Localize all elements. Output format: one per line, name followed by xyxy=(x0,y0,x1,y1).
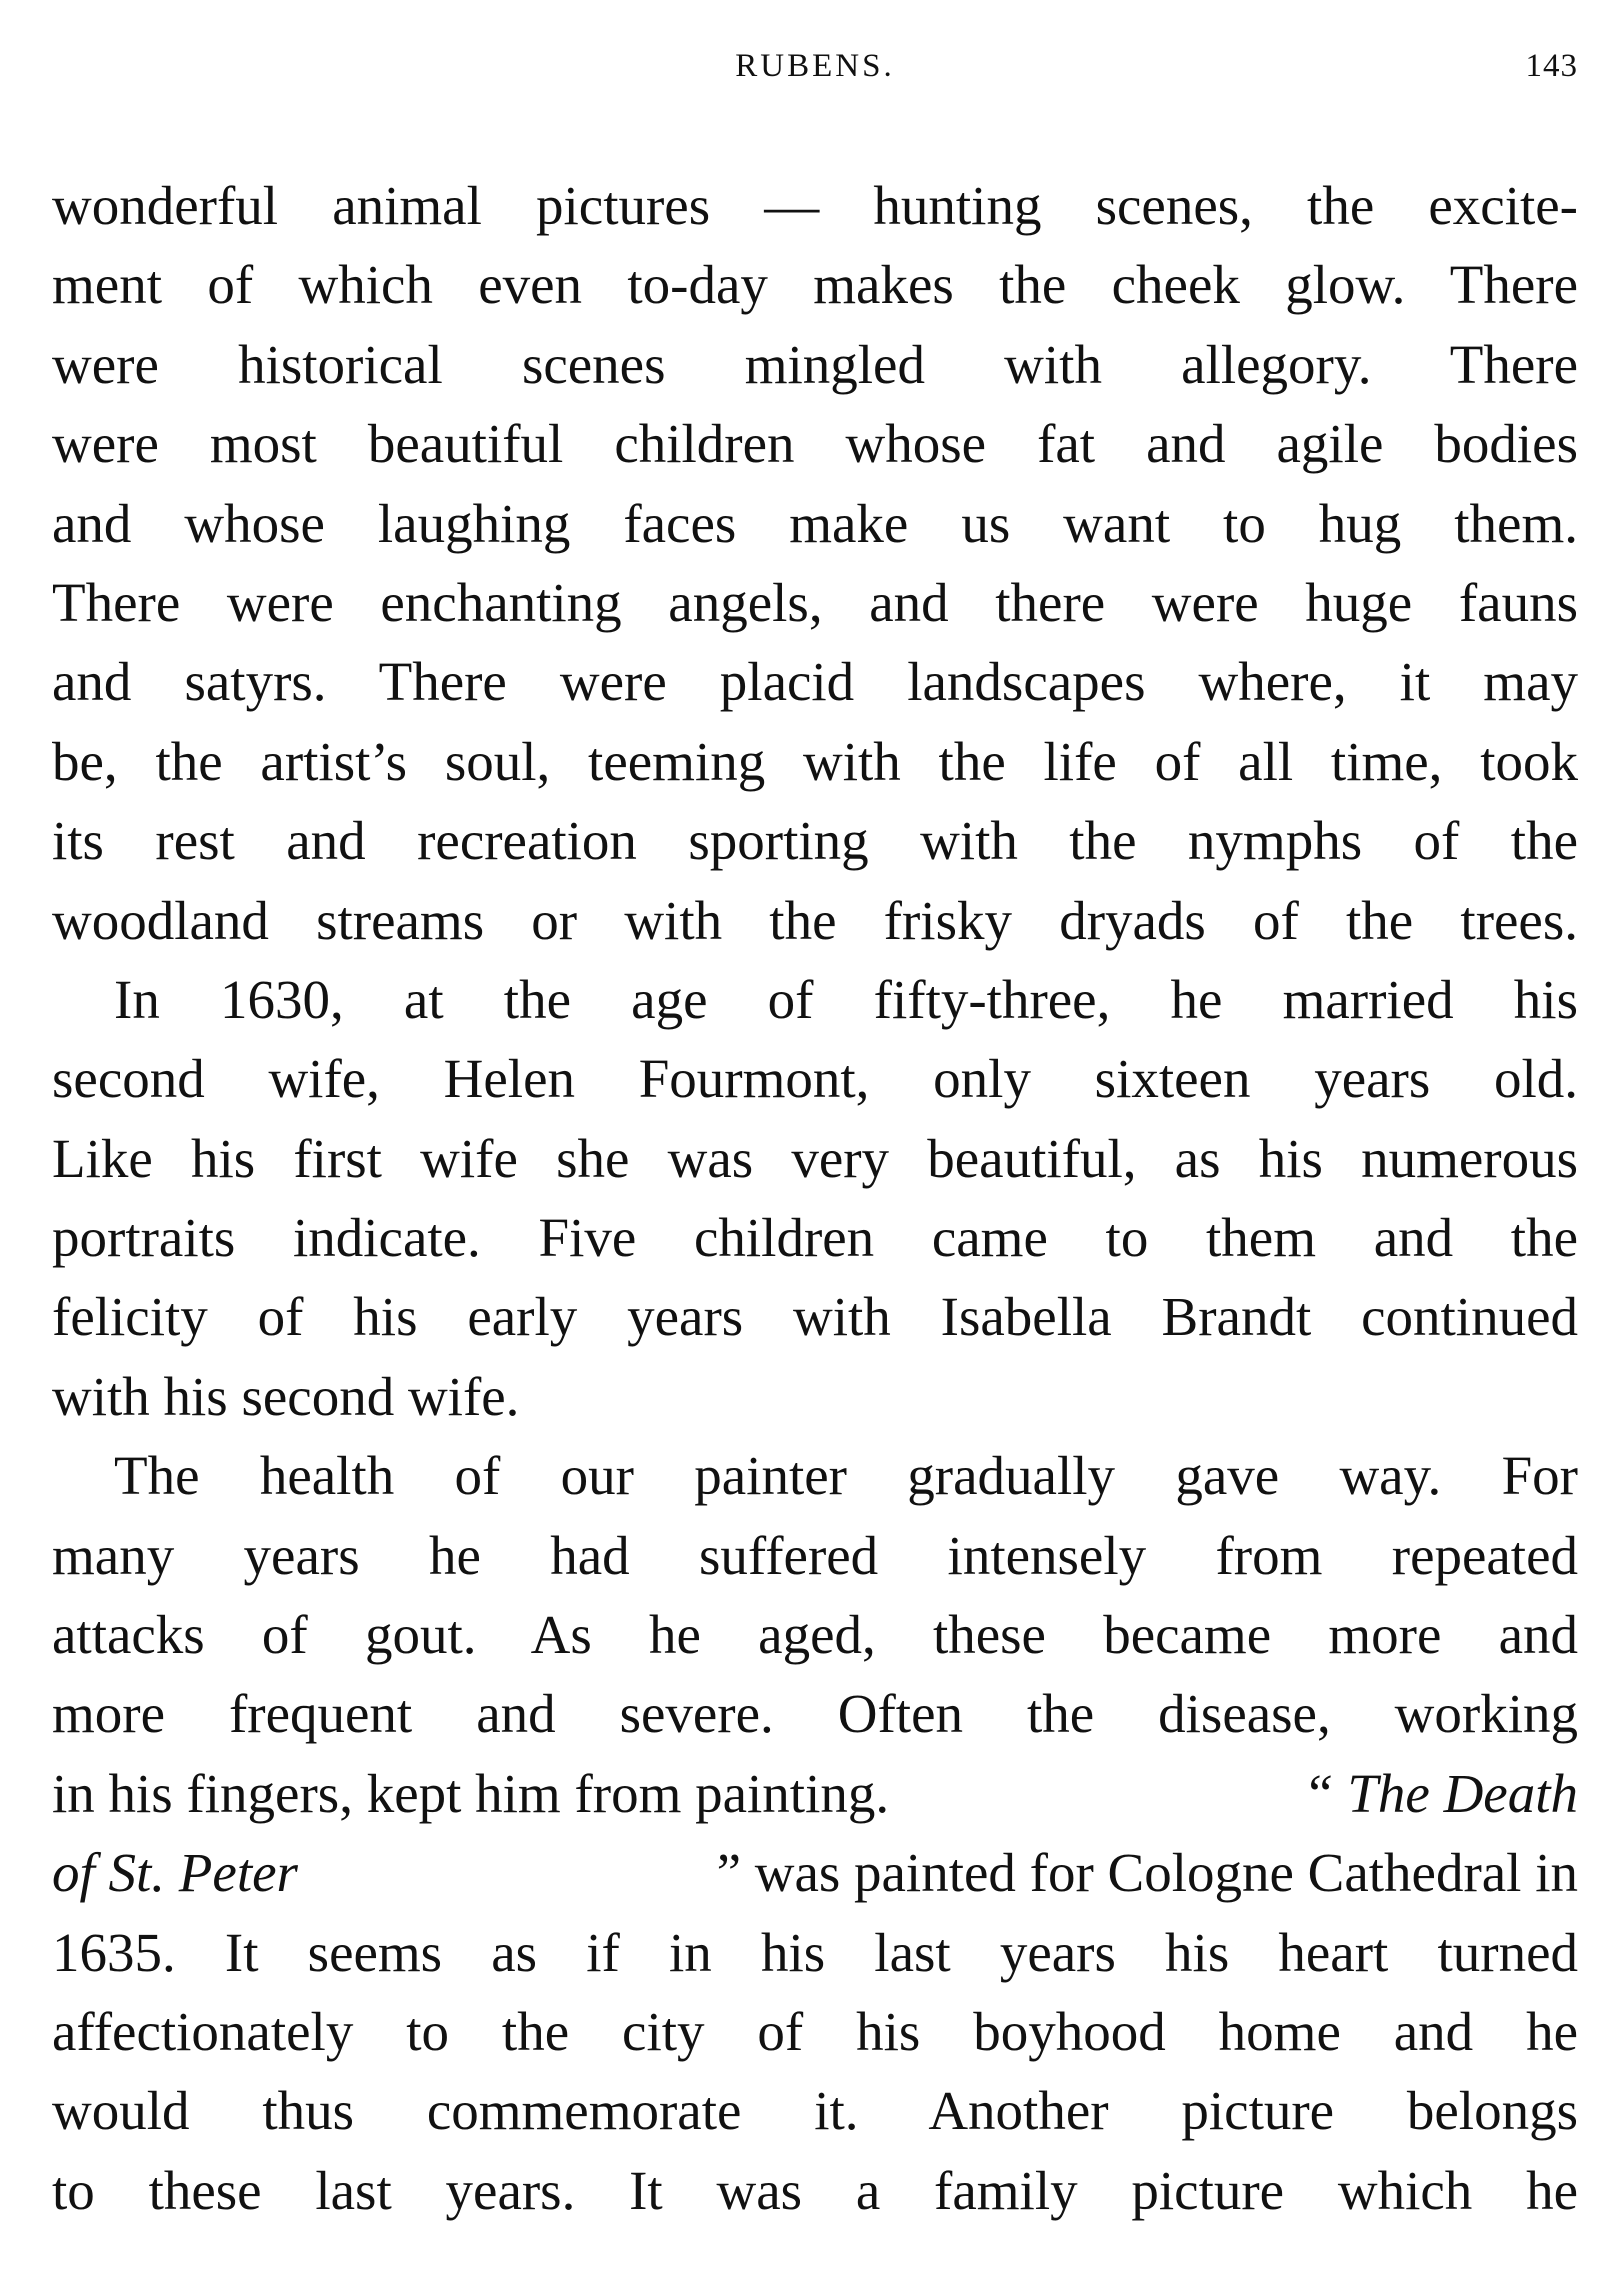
text-line: Like his first wife she was very beautiful, as his numerous xyxy=(52,1127,1578,1189)
text-line: felicity of his early years with Isabella Brandt continued xyxy=(52,1286,1578,1348)
text-line: woodland streams or with the frisky dryads of the trees. xyxy=(52,889,1578,951)
painting-title-part: of St. Peter xyxy=(52,1842,298,1904)
text-line: affectionately to the city of his boyhood home and he xyxy=(52,2000,1578,2062)
text-line: and whose laughing faces make us want to hug them. xyxy=(52,492,1578,554)
text-line: wonderful animal pictures — hunting scenes, the excite- xyxy=(52,175,1578,236)
text-segment: in his fingers, kept him from painting. xyxy=(52,1762,890,1824)
text-line: to these last years. It was a family picture which he xyxy=(52,2159,1578,2221)
body-text xyxy=(52,166,1578,2230)
text-line: There were enchanting angels, and there were huge fauns xyxy=(52,571,1578,633)
text-line xyxy=(52,1833,1578,1912)
paragraph-1 xyxy=(52,166,1578,960)
paragraph-3 xyxy=(52,1436,1578,2230)
painting-title-part: “ The Death xyxy=(1303,1762,1578,1824)
running-head xyxy=(52,48,1578,98)
text-line: were historical scenes mingled with allegory. There xyxy=(52,333,1578,395)
page-number: 143 xyxy=(1525,48,1578,84)
text-line: more frequent and severe. Often the disease, working xyxy=(52,1683,1578,1745)
paragraph-2 xyxy=(52,960,1578,1436)
text-line: portraits indicate. Five children came to them and the xyxy=(52,1207,1578,1269)
text-line: many years he had suffered intensely from repeated xyxy=(52,1524,1578,1586)
text-line: second wife, Helen Fourmont, only sixteen years old. xyxy=(52,1048,1578,1110)
text-line: its rest and recreation sporting with the nymphs of the xyxy=(52,810,1578,872)
text-line: The health of our painter gradually gave way. For xyxy=(114,1445,1578,1507)
text-line: with his second wife. xyxy=(52,1365,520,1427)
text-line xyxy=(52,1754,1578,1833)
running-head-title: RUBENS. xyxy=(735,48,895,84)
text-line: ment of which even to-day makes the cheek glow. There xyxy=(52,254,1578,316)
text-line: and satyrs. There were placid landscapes where, it may xyxy=(52,651,1578,713)
text-line: attacks of gout. As he aged, these became more and xyxy=(52,1604,1578,1666)
text-line: would thus commemorate it. Another picture belongs xyxy=(52,2080,1578,2142)
text-line: In 1630, at the age of fifty-three, he married his xyxy=(114,968,1578,1030)
text-segment: ” was painted for Cologne Cathedral in xyxy=(716,1842,1578,1904)
text-line: were most beautiful children whose fat and agile bodies xyxy=(52,413,1578,475)
text-line: be, the artist’s soul, teeming with the life of all time, took xyxy=(52,730,1578,792)
text-line: 1635. It seems as if in his last years his heart turned xyxy=(52,1921,1578,1983)
